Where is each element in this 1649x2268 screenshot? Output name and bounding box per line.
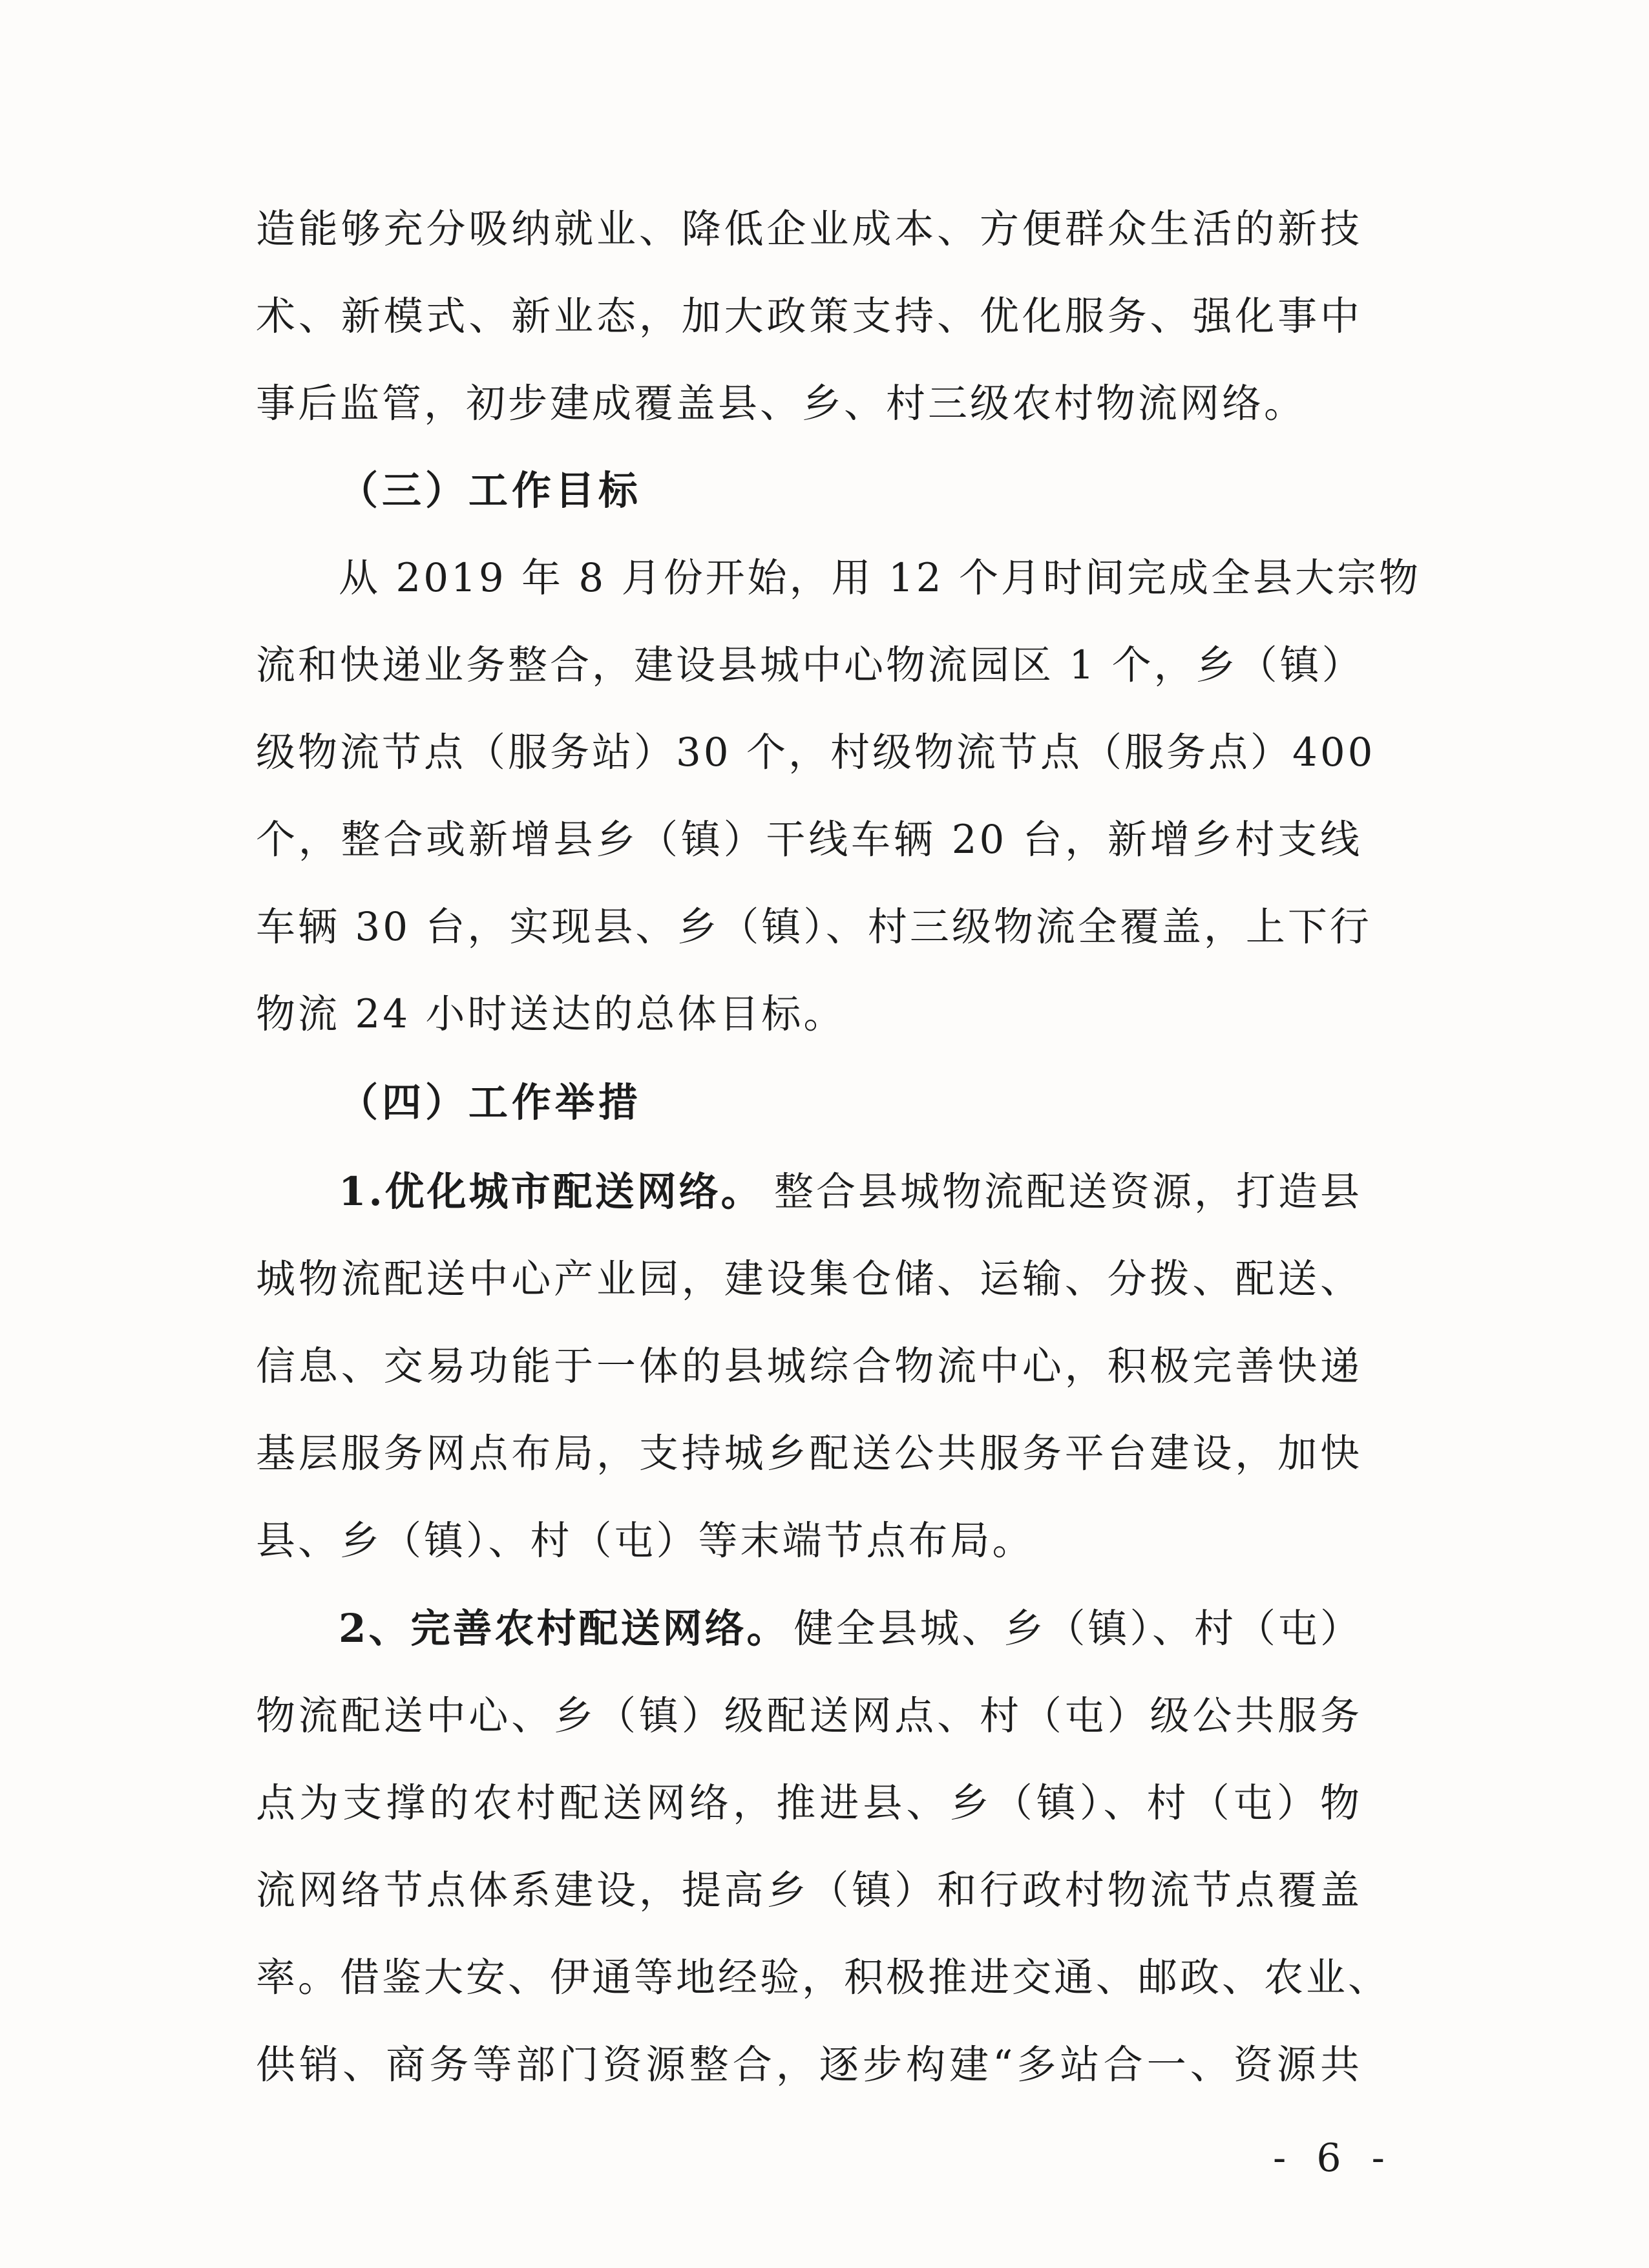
section-heading-goals: （三）工作目标 (339, 468, 642, 514)
paragraph-line: 事后监管，初步建成覆盖县、乡、村三级农村物流网络。 (256, 381, 1307, 426)
section-heading-measures: （四）工作举措 (339, 1080, 642, 1126)
paragraph-line: 率。借鉴大安、伊通等地经验，积极推进交通、邮政、农业、 (256, 1955, 1391, 2000)
paragraph-line: 个，整合或新增县乡（镇）干线车辆 20 台，新增乡村支线 (256, 817, 1362, 863)
measure-item-1-first-line (339, 1163, 1362, 1221)
paragraph-line: 造能够充分吸纳就业、降低企业成本、方便群众生活的新技 (256, 206, 1362, 252)
paragraph-line: 供销、商务等部门资源整合，逐步构建“多站合一、资源共 (256, 2042, 1362, 2088)
paragraph-line: 车辆 30 台，实现县、乡（镇）、村三级物流全覆盖，上下行 (256, 904, 1372, 950)
measure-item-2-first-line (339, 1600, 1362, 1658)
paragraph-line: 基层服务网点布局，支持城乡配送公共服务平台建设，加快 (256, 1431, 1362, 1476)
paragraph-line: 县、乡（镇）、村（屯）等末端节点布局。 (256, 1518, 1035, 1564)
paragraph-line: 物流 24 小时送达的总体目标。 (256, 991, 846, 1037)
paragraph-line: 流网络节点体系建设，提高乡（镇）和行政村物流节点覆盖 (256, 1867, 1362, 1913)
paragraph-line: 级物流节点（服务站）30 个，村级物流节点（服务点）400 (256, 730, 1376, 775)
paragraph-line: 信息、交易功能于一体的县城综合物流中心，积极完善快递 (256, 1343, 1362, 1389)
paragraph-line: 物流配送中心、乡（镇）级配送网点、村（屯）级公共服务 (256, 1693, 1362, 1739)
page-number: - 6 - (1273, 2136, 1394, 2181)
measure-item-1-title: 1.优化城市配送网络。 (339, 1169, 763, 1215)
measure-item-2-text: 健全县城、乡（镇）、村（屯） (793, 1606, 1362, 1652)
paragraph-line: 术、新模式、新业态，加大政策支持、优化服务、强化事中 (256, 293, 1362, 339)
measure-item-1-text: 整合县城物流配送资源，打造县 (773, 1169, 1362, 1215)
paragraph-line: 点为支撑的农村配送网络，推进县、乡（镇）、村（屯）物 (256, 1780, 1362, 1826)
paragraph-line: 从 2019 年 8 月份开始，用 12 个月时间完成全县大宗物 (339, 555, 1422, 601)
paragraph-line: 城物流配送中心产业园，建设集仓储、运输、分拨、配送、 (256, 1256, 1362, 1302)
paragraph-line: 流和快递业务整合，建设县城中心物流园区 1 个，乡（镇） (256, 642, 1364, 688)
measure-item-2-title: 2、完善农村配送网络。 (339, 1606, 789, 1652)
